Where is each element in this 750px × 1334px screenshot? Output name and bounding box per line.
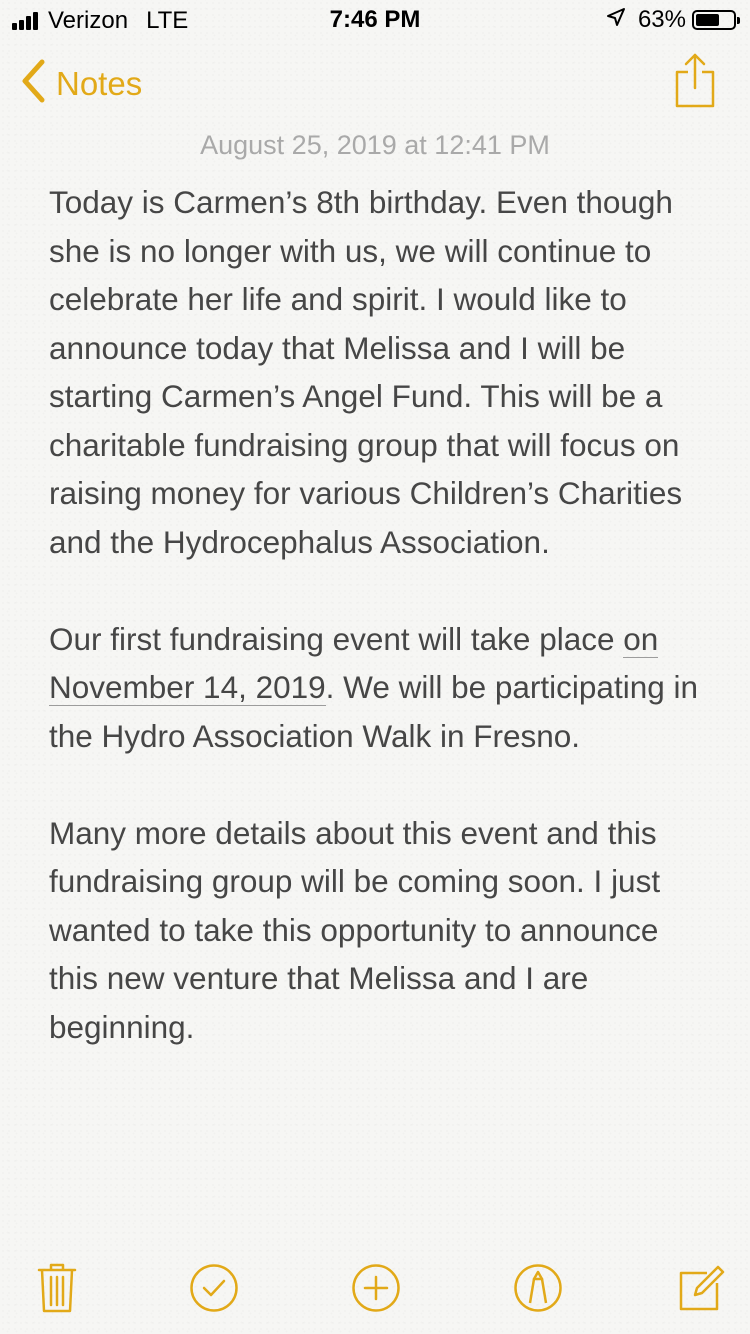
back-button-label: Notes (56, 64, 143, 102)
compose-icon (677, 1263, 727, 1313)
battery-nub (737, 17, 740, 24)
status-bar (0, 0, 750, 40)
status-time: 7:46 PM (329, 6, 421, 33)
battery-percent: 63% (637, 6, 686, 33)
note-paragraph-1: Today is Carmen’s 8th birthday. Even though she is no longer with us, we will continue to celebrate her life and spirit. I would like to announce today that Melissa and I will be starting Carmen’s Angel Fund. This will be a charitable fundraising group that will focus on raising money for various Children’s Charities and the Hydrocephalus Association. (49, 184, 683, 560)
share-icon (674, 52, 716, 108)
markup-icon (513, 1263, 563, 1313)
trash-icon (37, 1262, 77, 1314)
chevron-left-icon (20, 58, 46, 109)
network-label: LTE (146, 7, 189, 34)
status-right (606, 6, 736, 34)
note-date: August 25, 2019 at 12:41 PM (200, 130, 550, 160)
checklist-icon (189, 1263, 239, 1313)
markup-button[interactable] (510, 1258, 566, 1318)
share-button[interactable] (674, 52, 716, 108)
compose-button[interactable] (674, 1258, 730, 1318)
back-button[interactable] (20, 58, 142, 109)
location-arrow-icon (606, 6, 626, 34)
carrier-label: Verizon (48, 7, 129, 34)
battery-fill (696, 14, 719, 26)
date-link[interactable]: on November 14, 2019 (49, 620, 659, 705)
delete-button[interactable] (29, 1258, 85, 1318)
bottom-toolbar (0, 1258, 750, 1318)
checklist-button[interactable] (186, 1258, 242, 1318)
add-button[interactable] (348, 1258, 404, 1318)
add-icon (351, 1263, 401, 1313)
note-paragraph-3: Many more details about this event and this fundraising group will be coming soon. I just wanted to take this opportunity to announce this new venture that Melissa and I are beginning. (49, 814, 661, 1045)
note-paragraph-2-start: Our first fundraising event will take place (49, 620, 624, 657)
note-paragraph-2 (49, 615, 709, 761)
battery-icon (692, 10, 736, 30)
note-paragraph-2-end: . We will be participating in the Hydro Association Walk in Fresno. (49, 669, 699, 754)
note-body[interactable] (49, 178, 709, 1051)
